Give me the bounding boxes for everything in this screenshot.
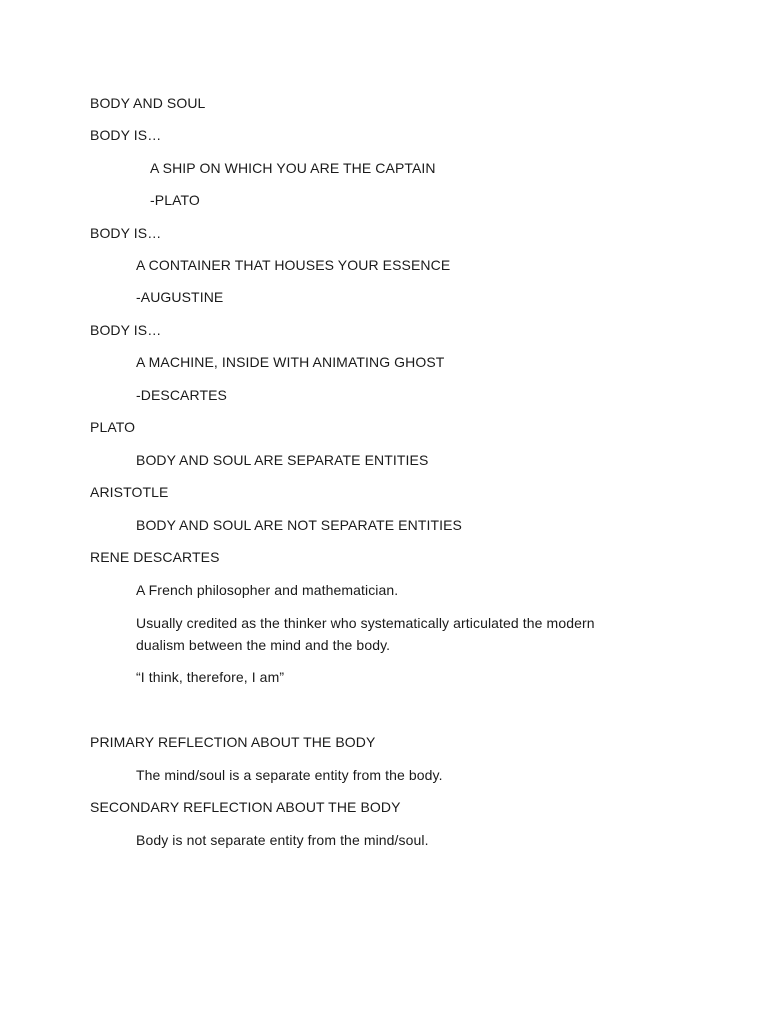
- plato-heading: PLATO: [90, 419, 136, 435]
- ship-quote: A SHIP ON WHICH YOU ARE THE CAPTAIN: [150, 160, 436, 176]
- descartes-attribution: -DESCARTES: [136, 387, 227, 403]
- container-quote: A CONTAINER THAT HOUSES YOUR ESSENCE: [136, 257, 451, 273]
- body-is-heading-1: BODY IS…: [90, 127, 162, 143]
- augustine-attribution: -AUGUSTINE: [136, 289, 224, 305]
- descartes-description-1: A French philosopher and mathematician.: [136, 582, 399, 598]
- secondary-reflection-heading: SECONDARY REFLECTION ABOUT THE BODY: [90, 799, 401, 815]
- body-is-heading-2: BODY IS…: [90, 225, 162, 241]
- aristotle-view: BODY AND SOUL ARE NOT SEPARATE ENTITIES: [136, 517, 462, 533]
- descartes-quote: “I think, therefore, I am”: [136, 669, 285, 685]
- descartes-description-2: Usually credited as the thinker who systematically articulated the modern dualism between the mind and the body.: [136, 615, 595, 653]
- document-title: BODY AND SOUL: [90, 95, 206, 111]
- primary-reflection-heading: PRIMARY REFLECTION ABOUT THE BODY: [90, 734, 376, 750]
- body-is-heading-3: BODY IS…: [90, 322, 162, 338]
- descartes-heading: RENE DESCARTES: [90, 549, 220, 565]
- primary-reflection-text: The mind/soul is a separate entity from the body.: [136, 767, 443, 783]
- plato-attribution: -PLATO: [150, 192, 200, 208]
- plato-view: BODY AND SOUL ARE SEPARATE ENTITIES: [136, 452, 429, 468]
- secondary-reflection-text: Body is not separate entity from the mind/soul.: [136, 832, 429, 848]
- aristotle-heading: ARISTOTLE: [90, 484, 169, 500]
- machine-quote: A MACHINE, INSIDE WITH ANIMATING GHOST: [136, 354, 445, 370]
